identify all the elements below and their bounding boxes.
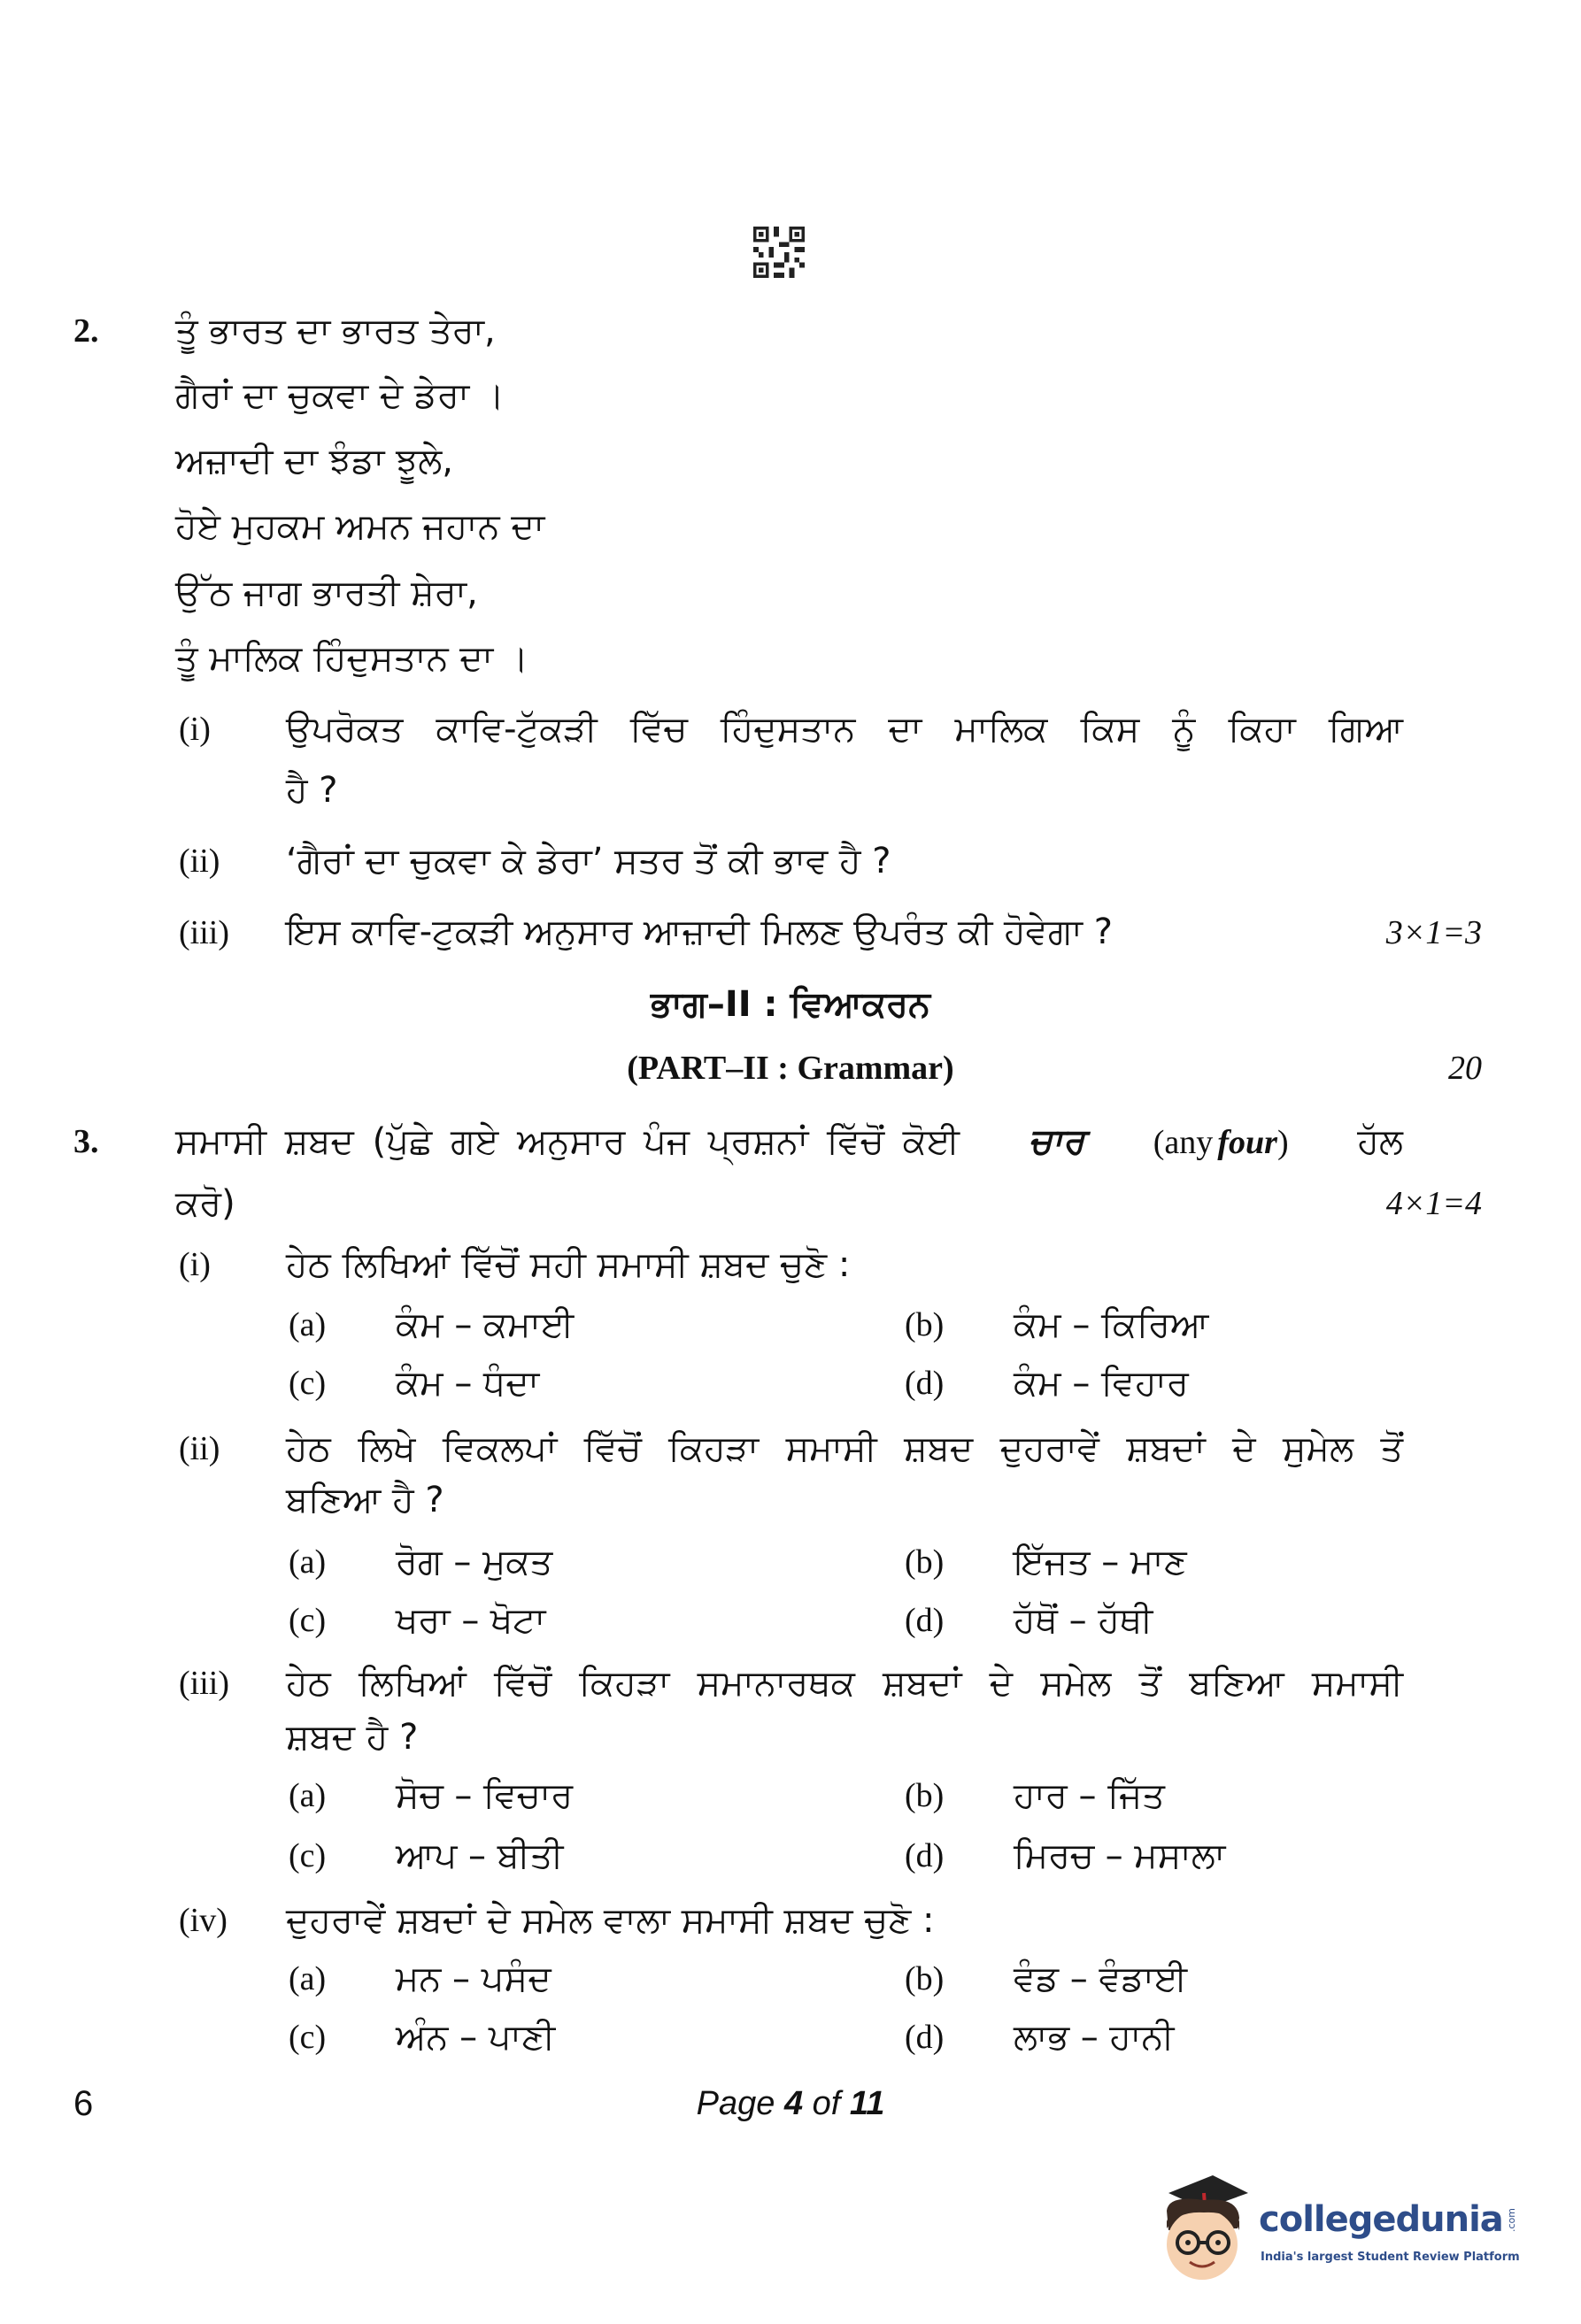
option-label: (d) <box>905 1602 945 1639</box>
option-label: (c) <box>289 1365 327 1402</box>
option-text: ਖਰਾ – ਖੋਟਾ <box>396 1600 546 1641</box>
question-number: 2. <box>73 312 99 350</box>
option-text: ਸੋਚ – ਵਿਚਾਰ <box>396 1775 574 1816</box>
sub-question-label: (ii) <box>179 1430 220 1467</box>
question-text <box>175 1120 1403 1165</box>
marks: 4×1=4 <box>1385 1185 1482 1222</box>
option-text: ਹੱਥੋਂ – ਹੱਥੀ <box>1014 1600 1153 1641</box>
option-text: ਕੰਮ – ਕਮਾਈ <box>396 1304 575 1345</box>
question-number: 3. <box>73 1123 99 1160</box>
part-heading-punjabi: ਭਾਗ–II : ਵਿਆਕਰਨ <box>651 984 930 1025</box>
option-label: (d) <box>905 1365 945 1402</box>
option-label: (b) <box>905 1306 945 1343</box>
sub-question-text: ਸ਼ਬਦ ਹੈ ? <box>286 1717 419 1758</box>
sub-question-text: ਬਣਿਆ ਹੈ ? <box>286 1480 444 1520</box>
sub-question-label: (iv) <box>179 1902 228 1939</box>
option-label: (d) <box>905 1837 945 1874</box>
option-text: ਅੰਨ – ਪਾਣੀ <box>396 2017 556 2058</box>
page-prefix: Page <box>696 2085 784 2122</box>
option-label: (c) <box>289 1602 327 1639</box>
sub-question-label: (iii) <box>179 914 229 951</box>
close-paren: ) <box>1276 1124 1289 1161</box>
sub-question-label: (ii) <box>179 843 220 880</box>
option-label: (a) <box>289 1543 327 1581</box>
bold-word: ਚਾਰ <box>1028 1121 1084 1162</box>
sub-question-text: ‘ਗੈਰਾਂ ਦਾ ਚੁਕਵਾ ਕੇ ਡੇਰਾ’ ਸਤਰ ਤੋਂ ਕੀ ਭਾਵ ਹੈ ? <box>286 841 891 881</box>
option-text: ਮਿਰਚ – ਮਸਾਲਾ <box>1014 1835 1226 1876</box>
poem-line: ਗੈਰਾਂ ਦਾ ਚੁਕਵਾ ਦੇ ਡੇਰਾ । <box>175 375 505 416</box>
option-label: (b) <box>905 1543 945 1581</box>
option-text: ਕੰਮ – ਧੰਦਾ <box>396 1363 540 1404</box>
mascot-icon <box>1151 2166 1257 2290</box>
sub-question-text: ਹੇਠ ਲਿਖਿਆਂ ਵਿੱਚੋਂ ਕਿਹੜਾ ਸਮਾਨਾਰਥਕ ਸ਼ਬਦਾਂ ਦੇ ਸਮੇਲ ਤੋਂ ਬਣਿਆ ਸਮਾਸੀ <box>286 1663 1404 1704</box>
four-text: four <box>1217 1124 1277 1161</box>
page-of: of <box>803 2085 850 2122</box>
option-label: (a) <box>289 1777 327 1814</box>
sub-question-label: (i) <box>179 711 211 748</box>
part-heading-english: (PART–II : Grammar) <box>627 1050 954 1087</box>
sub-question-text: ਦੁਹਰਾਵੇਂ ਸ਼ਬਦਾਂ ਦੇ ਸਮੇਲ ਵਾਲਾ ਸਮਾਸੀ ਸ਼ਬਦ ਚੁਣੋ : <box>286 1900 935 1941</box>
option-text: ਵੰਡ – ਵੰਡਾਈ <box>1014 1958 1188 1999</box>
option-label: (c) <box>289 1837 327 1874</box>
hal-word: ਹੱਲ <box>1357 1121 1403 1162</box>
sub-question-text: ਹੈ ? <box>286 770 338 811</box>
brand-tagline: India's largest Student Review Platform <box>1261 2251 1520 2264</box>
option-text: ਰੋਗ – ਮੁਕਤ <box>396 1542 553 1582</box>
any-text: (any <box>1153 1124 1214 1161</box>
sub-question-text: ਉਪਰੋਕਤ ਕਾਵਿ-ਟੁੱਕੜੀ ਵਿੱਚ ਹਿੰਦੁਸਤਾਨ ਦਾ ਮਾਲਿਕ ਕਿਸ ਨੂੰ ਕਿਹਾ ਗਿਆ <box>286 709 1403 750</box>
page-left-number: 6 <box>73 2084 94 2123</box>
marks: 3×1=3 <box>1385 914 1482 951</box>
qr-code <box>753 227 805 278</box>
poem-line: ਉੱਠ ਜਾਗ ਭਾਰਤੀ ਸ਼ੇਰਾ, <box>175 573 478 613</box>
option-text: ਮਨ – ਪਸੰਦ <box>396 1958 551 1999</box>
sub-question-label: (i) <box>179 1246 211 1283</box>
brand-name: collegedunia <box>1259 2199 1503 2240</box>
option-text: ਕੰਮ – ਕਿਰਿਆ <box>1014 1304 1209 1345</box>
sub-question-text: ਇਸ ਕਾਵਿ-ਟੁਕੜੀ ਅਨੁਸਾਰ ਆਜ਼ਾਦੀ ਮਿਲਣ ਉਪਰੰਤ ਕੀ ਹੋਵੇਗਾ ? <box>286 912 1113 952</box>
option-label: (a) <box>289 1960 327 1997</box>
poem-line: ਅਜ਼ਾਦੀ ਦਾ ਝੰਡਾ ਝੂਲੇ, <box>175 441 454 481</box>
option-text: ਲਾਭ – ਹਾਨੀ <box>1014 2017 1175 2058</box>
option-label: (a) <box>289 1306 327 1343</box>
poem-line: ਹੋਏ ਮੁਹਕਮ ਅਮਨ ਜਹਾਨ ਦਾ <box>175 506 545 547</box>
option-text: ਇੱਜਤ – ਮਾਣ <box>1014 1542 1187 1582</box>
option-label: (c) <box>289 2019 327 2056</box>
question-text-main: ਸਮਾਸੀ ਸ਼ਬਦ (ਪੁੱਛੇ ਗਏ ਅਨੁਸਾਰ ਪੰਜ ਪ੍ਰਸ਼ਨਾਂ ਵਿੱਚੋਂ ਕੋਈ <box>175 1121 960 1162</box>
page-current: 4 <box>783 2085 804 2122</box>
page-number <box>0 2082 1581 2126</box>
sub-question-text: ਹੇਠ ਲਿਖਿਆਂ ਵਿੱਚੋਂ ਸਹੀ ਸਮਾਸੀ ਸ਼ਬਦ ਚੁਣੋ : <box>286 1244 851 1285</box>
sub-question-label: (iii) <box>179 1665 229 1702</box>
poem-line: ਤੂੰ ਮਾਲਿਕ ਹਿੰਦੁਸਤਾਨ ਦਾ । <box>175 638 528 679</box>
brand-row <box>1259 2197 1517 2243</box>
collegedunia-logo <box>1151 2166 1576 2290</box>
option-text: ਆਪ – ਬੀਤੀ <box>396 1835 564 1876</box>
option-label: (b) <box>905 1960 945 1997</box>
question-text: ਕਰੋ) <box>175 1183 235 1224</box>
option-label: (b) <box>905 1777 945 1814</box>
option-text: ਹਾਰ – ਜਿੱਤ <box>1014 1775 1165 1816</box>
part-marks: 20 <box>1448 1050 1482 1087</box>
poem-line: ਤੂੰ ਭਾਰਤ ਦਾ ਭਾਰਤ ਤੇਰਾ, <box>175 311 496 351</box>
option-text: ਕੰਮ – ਵਿਹਾਰ <box>1014 1363 1189 1404</box>
sub-question-row <box>286 911 1482 955</box>
sub-question-text: ਹੇਠ ਲਿਖੇ ਵਿਕਲਪਾਂ ਵਿੱਚੋਂ ਕਿਹੜਾ ਸਮਾਸੀ ਸ਼ਬਦ ਦੁਹਰਾਵੇਂ ਸ਼ਬਦਾਂ ਦੇ ਸੁਮੇਲ ਤੋਂ <box>286 1428 1403 1469</box>
page-total: 11 <box>849 2085 885 2122</box>
option-label: (d) <box>905 2019 945 2056</box>
brand-suffix: .com <box>1505 2207 1517 2232</box>
